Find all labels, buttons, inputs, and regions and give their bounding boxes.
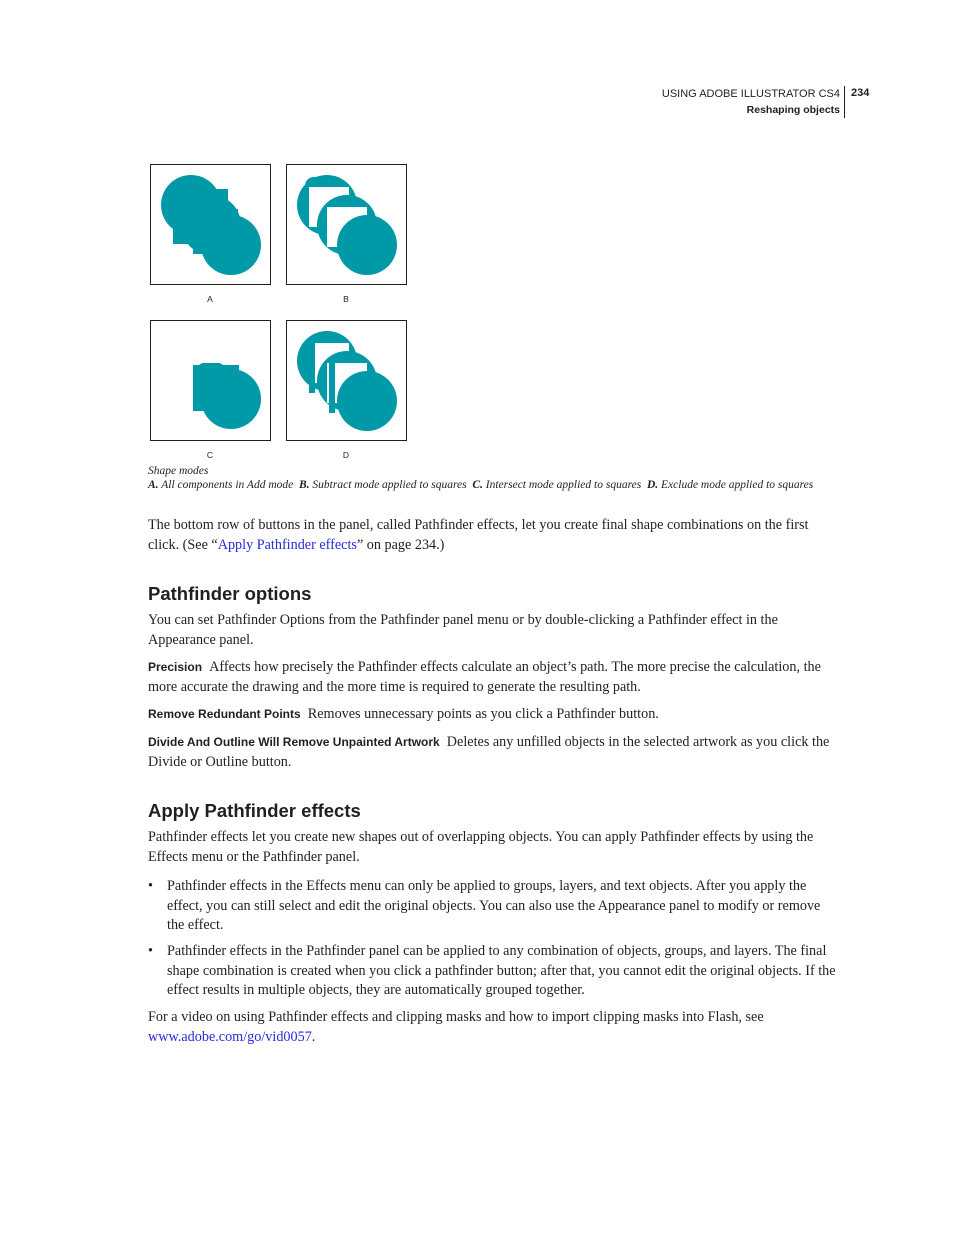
- intersect-mode-illustration: [151, 321, 270, 440]
- exclude-mode-illustration: [287, 321, 406, 440]
- option-remove-redundant-points: [148, 705, 840, 725]
- option-term-precision: Precision: [148, 660, 203, 674]
- legend-text-b: Subtract mode applied to squares: [312, 479, 467, 491]
- legend-text-d: Exclude mode applied to squares: [661, 479, 814, 491]
- figure-panel-subtract: [286, 164, 407, 285]
- option-desc-precision: Affects how precisely the Pathfinder effects calculate an object’s path. The more precise the calculation, the more accurate the drawing and the more time is required to generate the resulting path.: [148, 659, 821, 695]
- legend-key-c: C.: [472, 479, 483, 491]
- figure-panel-intersect: [150, 320, 271, 441]
- apply-pathfinder-effects-heading: Apply Pathfinder effects: [148, 800, 361, 821]
- panel-label-c: C: [206, 450, 214, 460]
- list-item: [148, 942, 840, 1001]
- book-title: USING ADOBE ILLUSTRATOR CS4: [661, 88, 840, 100]
- intro-text-after: ” on page 234.): [356, 536, 445, 553]
- list-item: [148, 877, 840, 936]
- pathfinder-options-intro: You can set Pathfinder Options from the Pathfinder panel menu or by double-clicking a Pathfinder effect in the Appearance panel.: [148, 612, 778, 648]
- panel-label-b: B: [343, 294, 349, 304]
- apply-pathfinder-effects-link[interactable]: Apply Pathfinder effects: [217, 536, 357, 553]
- legend-text-a: All components in Add mode: [161, 479, 294, 491]
- video-text: For a video on using Pathfinder effects and clipping masks and how to import clipping masks into Flash, see: [148, 1009, 764, 1025]
- option-term-divide-outline: Divide And Outline Will Remove Unpainted Artwork: [148, 735, 440, 749]
- option-precision: [148, 658, 840, 697]
- legend-key-b: B.: [299, 479, 310, 491]
- section-title: Reshaping objects: [746, 104, 840, 116]
- legend-key-d: D.: [646, 479, 659, 491]
- video-link[interactable]: www.adobe.com/go/vid0057: [148, 1028, 312, 1045]
- running-header: [662, 86, 840, 118]
- figure-caption-title: Shape modes: [148, 465, 209, 477]
- legend-text-c: Intersect mode applied to squares: [485, 479, 642, 491]
- add-mode-illustration: [151, 165, 270, 284]
- apply-effects-intro: Pathfinder effects let you create new shapes out of overlapping objects. You can apply Pathfinder effects by using the Effects menu or the Pathfinder panel.: [148, 829, 814, 865]
- bullet-text-pathfinder-panel: Pathfinder effects in the Pathfinder panel can be applied to any combination of objects, groups, and layers. The final shape combination is created when you click a pathfinder button; after that, you cannot edit the original objects. If the effect results in multiple objects, they are automatically grouped together.: [167, 943, 836, 999]
- figure-panel-add: [150, 164, 271, 285]
- legend-key-a: A.: [148, 479, 159, 491]
- figure-panel-exclude: [286, 320, 407, 441]
- page-number: 234: [851, 87, 870, 99]
- option-desc-remove-redundant: Removes unnecessary points as you click a Pathfinder button.: [307, 706, 659, 722]
- option-desc-divide-outline: Deletes any unfilled objects in the selected artwork as you click the Divide or Outline button.: [148, 734, 830, 770]
- bullet-marker: •: [148, 878, 153, 894]
- bullet-text-effects-menu: Pathfinder effects in the Effects menu can only be applied to groups, layers, and text objects. After you apply the effect, you can still select and edit the original objects. You can also use the Appearance panel to modify or remove the effect.: [167, 878, 821, 934]
- video-text-end: .: [311, 1028, 316, 1045]
- panel-label-d: D: [342, 450, 350, 460]
- panel-label-a: A: [207, 294, 213, 304]
- pathfinder-options-heading: Pathfinder options: [148, 583, 312, 604]
- header-divider: [844, 86, 845, 118]
- intro-paragraph: [148, 516, 840, 555]
- bullet-marker: •: [148, 943, 153, 959]
- option-divide-outline: [148, 733, 840, 772]
- video-paragraph: [148, 1008, 840, 1047]
- option-term-remove-redundant: Remove Redundant Points: [148, 707, 301, 721]
- subtract-mode-illustration: [287, 165, 406, 284]
- intro-text-before: The bottom row of buttons in the panel, called Pathfinder effects, let you create final shape combinations on the first click. (See “: [148, 517, 809, 553]
- figure-legend: [148, 479, 813, 491]
